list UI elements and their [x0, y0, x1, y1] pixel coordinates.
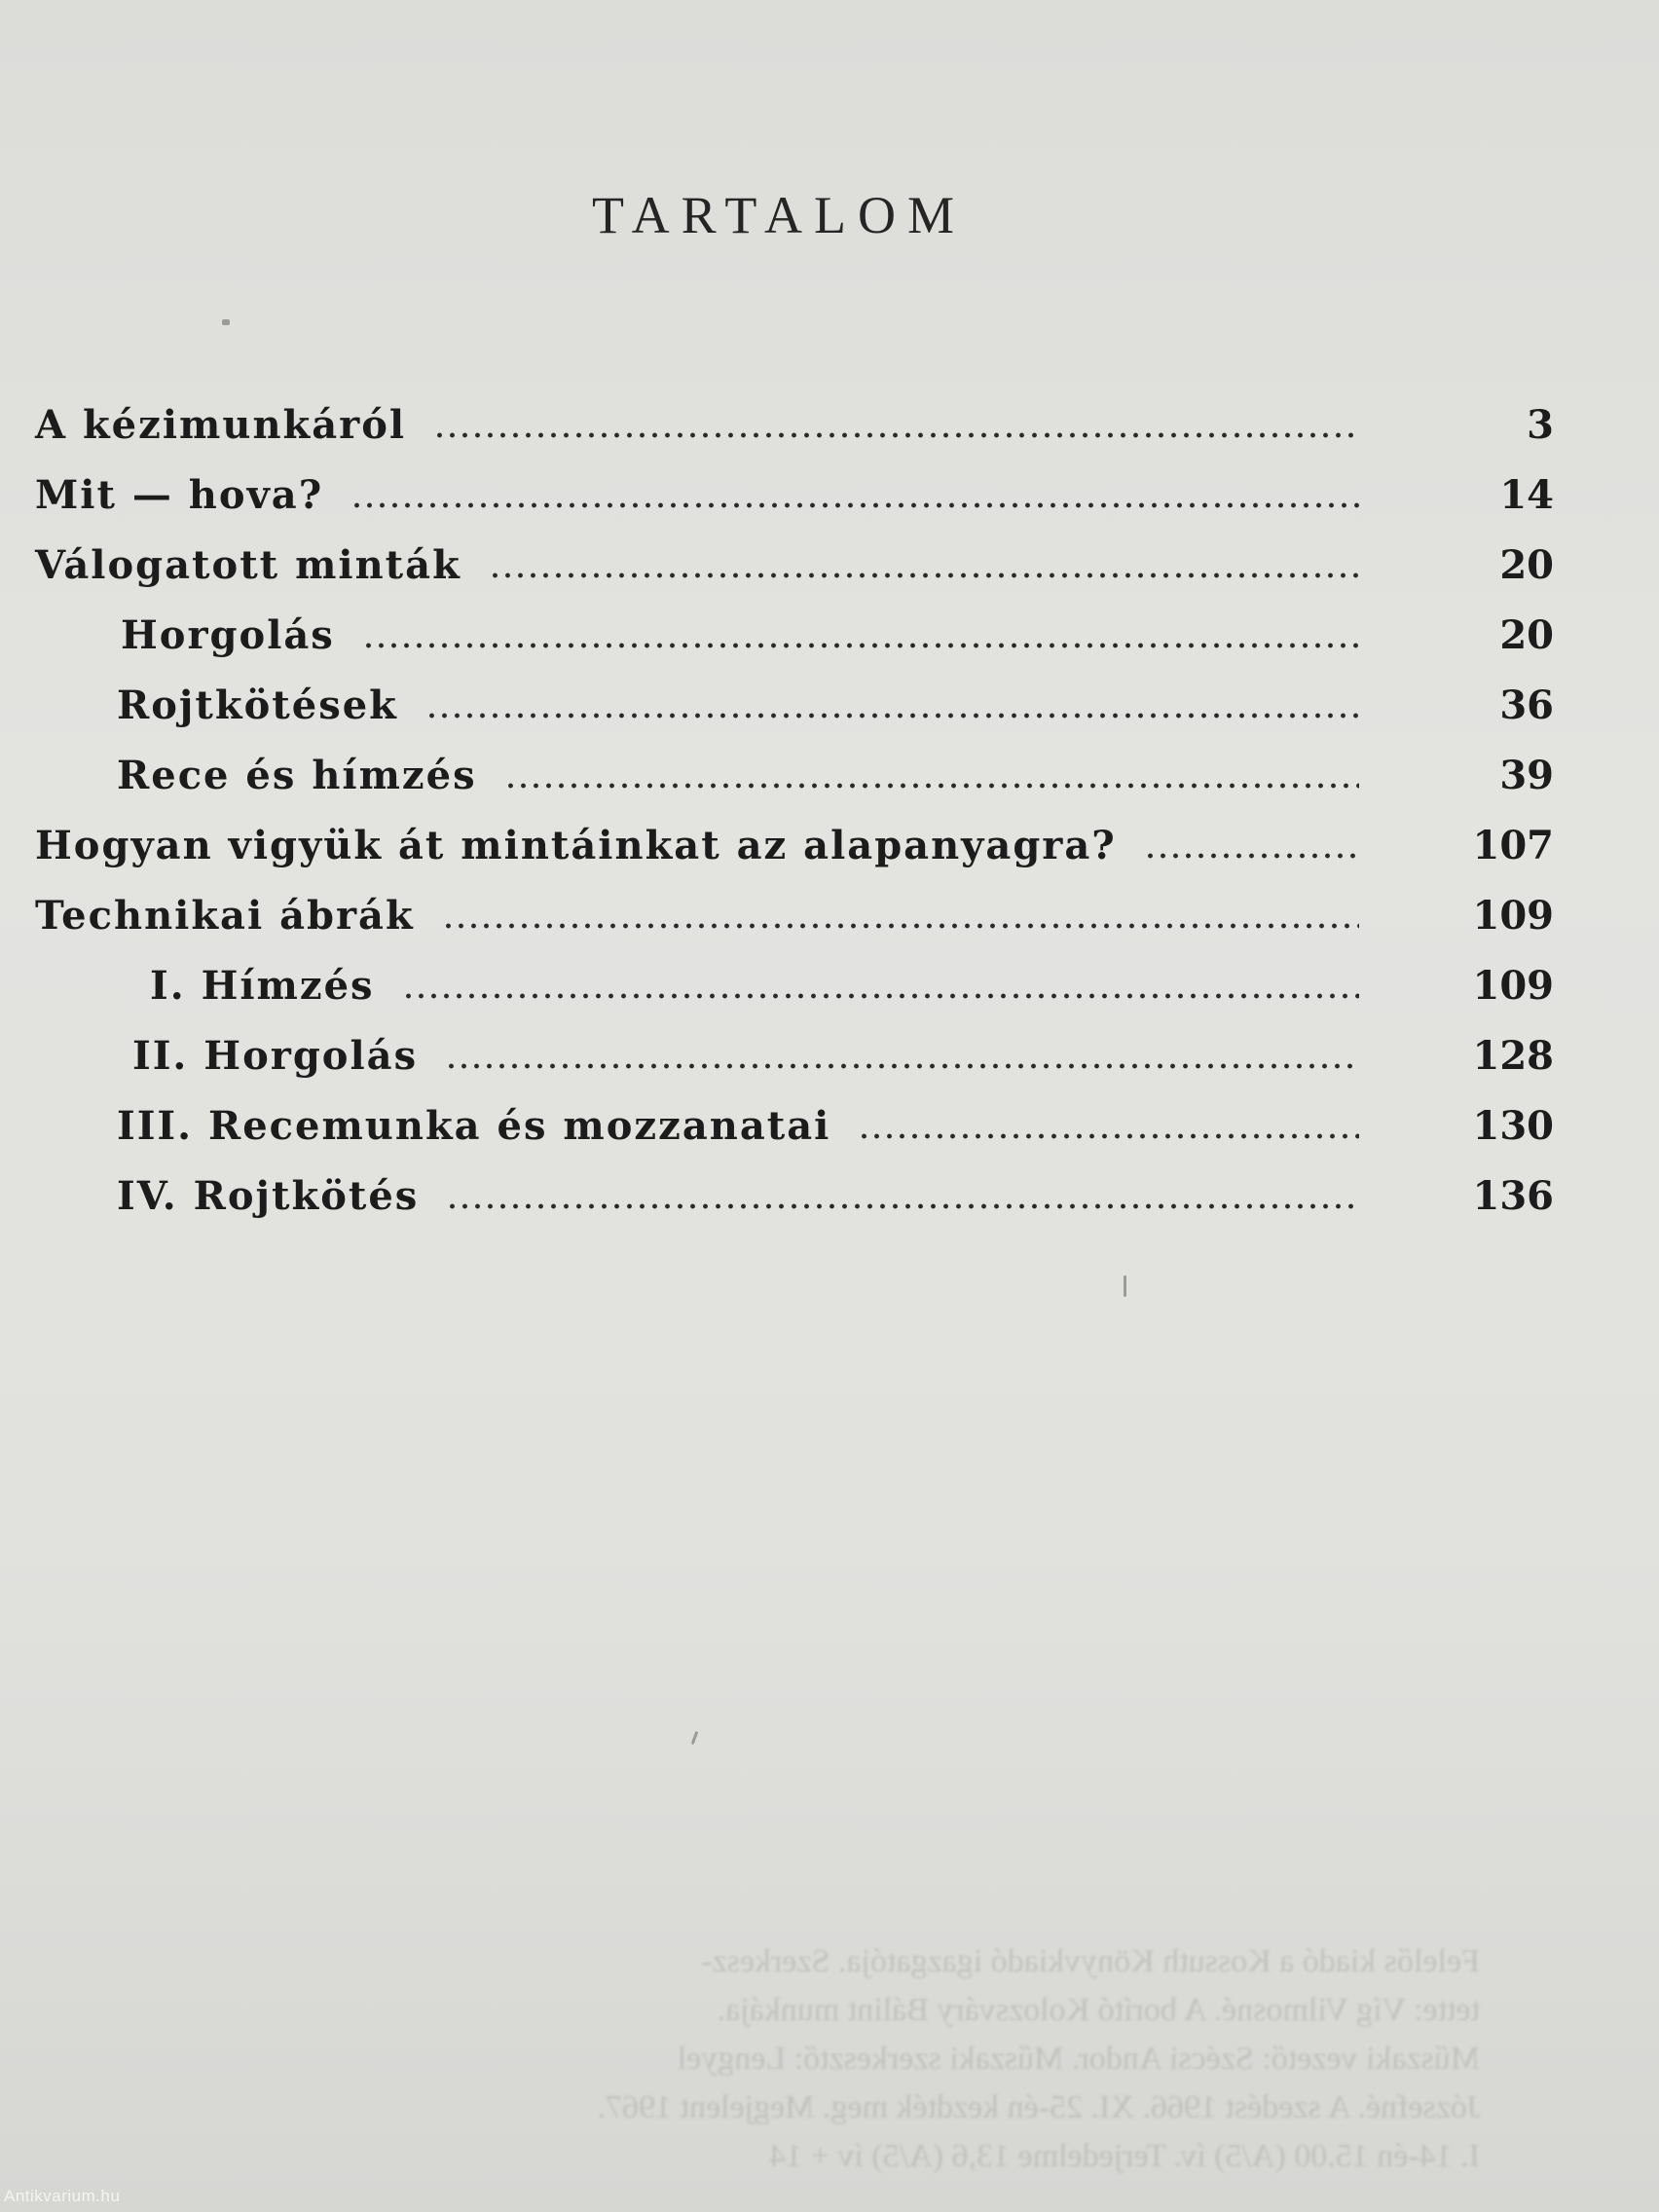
toc-entry-label: III. Recemunka és mozzanatai — [117, 1103, 831, 1149]
toc-entry — [35, 380, 1554, 450]
dot-leader — [350, 500, 1359, 510]
toc-entry-label: IV. Rojtkötés — [117, 1173, 420, 1219]
toc-entry-page: 20 — [1499, 612, 1554, 658]
toc-entry — [35, 800, 1554, 870]
bleed-through-colophon — [117, 1937, 1480, 2181]
toc-entry-page: 14 — [1499, 472, 1554, 518]
toc-entry-page: 136 — [1472, 1173, 1554, 1219]
toc-entry-label: II. Horgolás — [132, 1033, 419, 1079]
colophon-line: I. 14-én 15.00 (A/5) ív. Terjedelme 13,6 (A/5) ív + 14 — [769, 2138, 1480, 2174]
toc-subentry — [35, 590, 1554, 660]
dot-leader — [504, 781, 1359, 791]
toc-entry-label: Hogyan vigyük át mintáinkat az alapanyagra? — [35, 823, 1117, 868]
toc-entry-label: Mit — hova? — [35, 472, 324, 518]
dot-leader — [442, 921, 1359, 931]
toc-entry-page: 128 — [1472, 1033, 1554, 1079]
toc-entry-page: 39 — [1499, 753, 1554, 798]
dot-leader — [1144, 851, 1359, 861]
toc-subentry — [35, 1151, 1554, 1221]
toc-entry-page: 3 — [1527, 402, 1554, 448]
toc-entry-page: 130 — [1472, 1103, 1554, 1149]
paper-speck — [1124, 1275, 1126, 1297]
dot-leader — [402, 991, 1359, 1001]
toc-entry-label: Rece és hímzés — [117, 753, 477, 798]
colophon-line: Műszaki vezető: Szécsi Andor. Műszaki szerkesztő: Lengyel — [677, 2041, 1480, 2077]
dot-leader — [433, 430, 1359, 440]
toc-entry-label: Horgolás — [121, 612, 335, 658]
toc-entry — [35, 870, 1554, 940]
dot-leader — [425, 711, 1359, 720]
toc-entry — [35, 450, 1554, 520]
toc-subentry — [35, 1081, 1554, 1151]
toc-entry-label: A kézimunkáról — [35, 402, 407, 448]
paper-speck — [222, 319, 230, 325]
dot-leader — [858, 1131, 1359, 1141]
toc-entry-label: I. Hímzés — [150, 963, 375, 1009]
dot-leader — [362, 641, 1359, 650]
toc-entry-page: 109 — [1472, 893, 1554, 939]
toc-entry-page: 109 — [1472, 963, 1554, 1009]
toc-entry-label: Rojtkötések — [117, 682, 398, 728]
toc-subentry — [35, 660, 1554, 730]
watermark: Antikvarium.hu — [4, 2187, 121, 2205]
colophon-line: Józsefné. A szedést 1966. XI. 25-én kezdték meg. Megjelent 1967. — [597, 2089, 1480, 2125]
toc-subentry — [35, 940, 1554, 1011]
toc-entry-page: 20 — [1499, 542, 1554, 588]
dot-leader — [489, 571, 1359, 580]
colophon-line: Felelős kiadó a Kossuth Könyvkiadó igazgatója. Szerkesz- — [701, 1943, 1480, 1979]
dot-leader — [446, 1201, 1359, 1211]
toc-entry-label: Technikai ábrák — [35, 893, 415, 939]
toc-entry-label: Válogatott minták — [35, 542, 461, 588]
table-of-contents — [35, 380, 1554, 1221]
toc-subentry — [35, 730, 1554, 800]
page-title: TARTALOM — [591, 186, 967, 244]
toc-entry-page: 107 — [1472, 823, 1554, 868]
toc-subentry — [35, 1011, 1554, 1081]
toc-entry-page: 36 — [1499, 682, 1554, 728]
colophon-line: tette: Víg Vilmosné. A borító Kolozsváry Bálint munkája. — [717, 1992, 1480, 2028]
dot-leader — [445, 1061, 1359, 1071]
toc-entry — [35, 520, 1554, 590]
paper-speck — [691, 1731, 699, 1745]
